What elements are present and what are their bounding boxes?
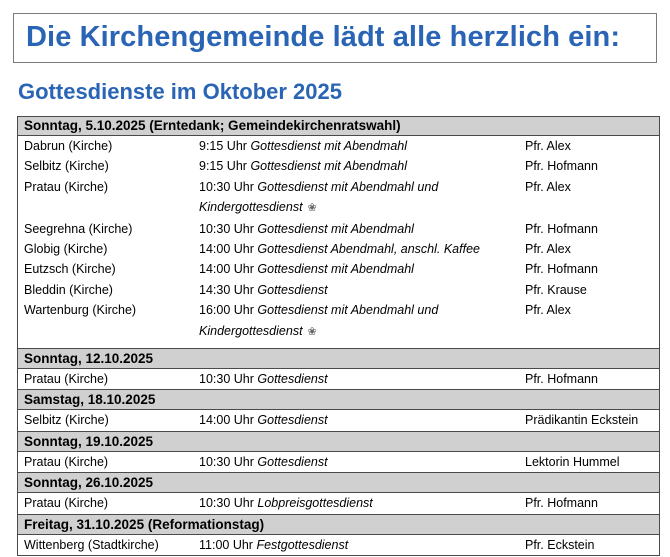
schedule-section xyxy=(18,389,659,430)
schedule-section xyxy=(18,431,659,472)
table-row xyxy=(18,300,659,342)
service-time: 14:00 Uhr xyxy=(199,262,254,277)
service-type: Gottesdienst mit Abendmahl xyxy=(250,159,407,174)
table-row xyxy=(18,452,659,472)
service-time: 14:00 Uhr xyxy=(199,413,254,428)
schedule-section xyxy=(18,472,659,513)
service-location: Wittenberg (Stadtkirche) xyxy=(24,537,159,552)
invitation-banner xyxy=(13,13,657,63)
service-time: 10:30 Uhr xyxy=(199,372,254,387)
table-row xyxy=(18,369,659,389)
service-time: 14:30 Uhr xyxy=(199,282,254,297)
service-type: Gottesdienst xyxy=(257,282,328,297)
rosette-icon: ❀ xyxy=(307,202,317,215)
service-time: 11:00 Uhr xyxy=(199,537,253,552)
service-type: Gottesdienst mit Abendmahl xyxy=(250,139,407,153)
rosette-icon: ❀ xyxy=(307,325,317,338)
schedule-section xyxy=(18,117,659,348)
service-location: Wartenburg (Kirche) xyxy=(24,303,137,318)
banner-text: Die Kirchengemeinde lädt alle herzlich ein: xyxy=(26,21,621,53)
table-row xyxy=(18,410,659,430)
service-time: 9:15 Uhr xyxy=(199,159,247,174)
section-date-header: Samstag, 18.10.2025 xyxy=(18,389,659,410)
officiant: Pfr. Hofmann xyxy=(525,372,598,387)
table-row xyxy=(18,259,659,279)
service-type: Gottesdienst xyxy=(257,454,328,469)
service-description xyxy=(199,156,525,176)
officiant: Pfr. Krause xyxy=(525,282,587,297)
officiant: Pfr. Eckstein xyxy=(525,537,595,552)
service-type: Gottesdienst mit Abendmahl xyxy=(257,262,414,277)
service-location: Seegrehna (Kirche) xyxy=(24,221,133,236)
table-row xyxy=(18,535,659,555)
service-description xyxy=(199,535,525,555)
service-time: 10:30 Uhr xyxy=(199,179,254,194)
service-type: Festgottesdienst xyxy=(256,537,349,552)
service-type: Gottesdienst mit Abendmahl und Kindergottesdienst xyxy=(199,179,439,215)
table-row xyxy=(18,493,659,513)
schedule-section xyxy=(18,348,659,389)
service-location: Pratau (Kirche) xyxy=(24,179,109,194)
officiant: Pfr. Hofmann xyxy=(525,159,598,174)
service-description xyxy=(199,452,525,472)
officiant: Lektorin Hummel xyxy=(525,454,620,469)
service-type: Gottesdienst xyxy=(257,413,328,428)
section-date-header: Sonntag, 5.10.2025 (Erntedank; Gemeindekirchenratswahl) xyxy=(18,117,659,136)
table-row xyxy=(18,177,659,219)
officiant: Pfr. Alex xyxy=(525,242,571,257)
officiant: Pfr. Alex xyxy=(525,139,571,153)
service-description xyxy=(199,177,525,219)
service-time: 10:30 Uhr xyxy=(199,454,254,469)
service-schedule-table xyxy=(17,116,660,556)
service-time: 10:30 Uhr xyxy=(199,496,254,511)
service-type: Gottesdienst mit Abendmahl xyxy=(257,221,414,236)
service-location: Globig (Kirche) xyxy=(24,242,108,257)
service-time: 10:30 Uhr xyxy=(199,221,254,236)
officiant: Pfr. Hofmann xyxy=(525,221,598,236)
service-description xyxy=(199,300,525,342)
service-type: Gottesdienst Abendmahl, anschl. Kaffee xyxy=(257,242,480,257)
service-time: 9:15 Uhr xyxy=(199,139,247,153)
service-description xyxy=(199,259,525,279)
service-type: Gottesdienst mit Abendmahl und Kindergottesdienst xyxy=(199,303,439,338)
service-location: Pratau (Kirche) xyxy=(24,454,109,469)
service-location: Dabrun (Kirche) xyxy=(24,139,113,153)
service-description xyxy=(199,239,525,259)
service-location: Bleddin (Kirche) xyxy=(24,282,113,297)
service-type: Gottesdienst xyxy=(257,372,328,387)
service-description xyxy=(199,369,525,389)
service-description xyxy=(199,219,525,239)
service-location: Eutzsch (Kirche) xyxy=(24,262,116,277)
service-location: Selbitz (Kirche) xyxy=(24,413,109,428)
service-description xyxy=(199,410,525,430)
table-row xyxy=(18,156,659,176)
table-row xyxy=(18,280,659,300)
officiant: Prädikantin Eckstein xyxy=(525,413,639,428)
service-location: Pratau (Kirche) xyxy=(24,496,109,511)
table-row xyxy=(18,239,659,259)
table-row xyxy=(18,136,659,156)
service-description xyxy=(199,136,525,156)
officiant: Pfr. Hofmann xyxy=(525,496,598,511)
officiant: Pfr. Alex xyxy=(525,303,571,318)
page-heading: Gottesdienste im Oktober 2025 xyxy=(18,79,342,104)
officiant: Pfr. Hofmann xyxy=(525,262,598,277)
service-description xyxy=(199,280,525,300)
section-date-header: Freitag, 31.10.2025 (Reformationstag) xyxy=(18,514,659,535)
section-date-header: Sonntag, 12.10.2025 xyxy=(18,348,659,369)
service-type: Lobpreisgottesdienst xyxy=(257,496,373,511)
officiant: Pfr. Alex xyxy=(525,179,571,194)
service-location: Pratau (Kirche) xyxy=(24,372,109,387)
service-time: 14:00 Uhr xyxy=(199,242,254,257)
table-row xyxy=(18,219,659,239)
section-date-header: Sonntag, 26.10.2025 xyxy=(18,472,659,493)
section-date-header: Sonntag, 19.10.2025 xyxy=(18,431,659,452)
schedule-section xyxy=(18,514,659,555)
service-time: 16:00 Uhr xyxy=(199,303,254,318)
service-description xyxy=(199,493,525,513)
service-location: Selbitz (Kirche) xyxy=(24,159,109,174)
